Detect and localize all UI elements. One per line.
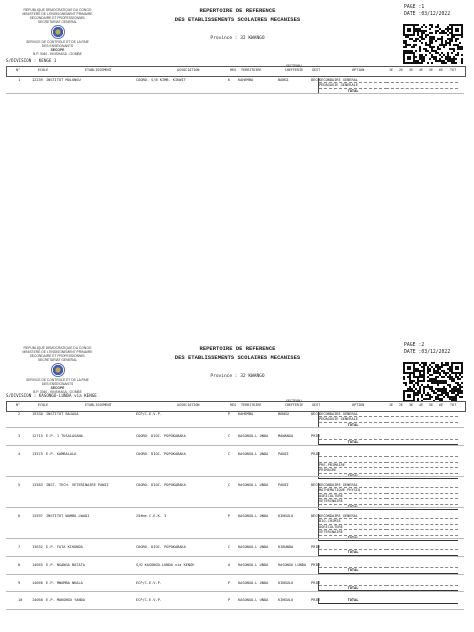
report-title-line-1: REPERTOIRE DE REFERENCE: [199, 7, 276, 14]
sector: PANZI: [278, 452, 289, 456]
report-title: [150, 344, 325, 362]
class-grid: [386, 452, 458, 479]
col-secteur: SECTEUR/ CHEFFERIE: [284, 64, 304, 72]
territory: KASONGO-L UNDA: [238, 545, 269, 549]
option-item: SECONDAIRE GENERAL: [319, 514, 387, 519]
management-type: PRIM: [311, 580, 320, 585]
option-item: VETERINAIRE: [319, 499, 387, 504]
col-class: 6E: [439, 403, 444, 407]
report-title: [150, 6, 325, 24]
report-title-line-1: REPERTOIRE DE REFERENCE: [199, 345, 276, 352]
option-item: PEDAGOGIE GENERALE: [319, 417, 387, 422]
subdivision-label: S/DIVISION : KENGE 1: [6, 58, 57, 63]
page-number: PAGE :1: [404, 5, 425, 10]
regime: P: [228, 598, 231, 603]
row-separator: [6, 609, 464, 610]
class-grid-line: [386, 598, 458, 603]
report-title-line-2: DES ETABLISSEMENTS SCOLAIRES MECANISES: [174, 16, 301, 23]
ministry-line: REPUBLIQUE DEMOCRATIQUE DU CONGO: [23, 8, 92, 12]
regime: K: [228, 78, 231, 82]
table-row: [6, 434, 464, 443]
row-separator: [6, 93, 464, 94]
ministry-line: SERVICE DE CONTROLE ET DE LA PAIE: [26, 40, 89, 44]
row-separator: [6, 476, 464, 477]
col-gestion: GEST: [312, 403, 321, 407]
option-list: [318, 581, 387, 592]
coat-of-arms-icon: [51, 363, 65, 377]
province-label: Province : 32 KWANGO: [210, 374, 265, 379]
ministry-line: SECOPE: [50, 386, 65, 390]
report-page-2: [0, 338, 474, 632]
row-separator: [6, 427, 464, 428]
class-grid: [386, 78, 458, 94]
option-list: [318, 412, 387, 428]
association: COORD. DIOC. POPOKABAKA: [136, 452, 186, 456]
sector: BUNGU: [278, 412, 289, 416]
option-list: [318, 483, 387, 510]
management-type: DECO: [311, 483, 320, 487]
association: ECP/C.E.V.P.: [136, 598, 162, 603]
school-code: 12715: [32, 434, 43, 439]
school-code: 14055: [32, 562, 43, 567]
report-page-1: [0, 0, 474, 300]
class-grid: [386, 545, 458, 556]
option-total: TOTAL: [319, 586, 387, 591]
territory: KASONGO-L UNDA: [238, 562, 269, 567]
school-code: 14056: [32, 580, 43, 585]
row-separator: [6, 445, 464, 446]
col-class: 5E: [429, 403, 434, 407]
col-etablissement: ETABLISSEMENT: [85, 68, 112, 72]
management-type: PRIM: [311, 598, 320, 603]
col-association: ASSOCIATION: [177, 403, 200, 407]
option-item: PRE-PRIMAIRE: [319, 463, 387, 468]
ministry-line: SECONDAIRE ET PROFESSIONNEL: [29, 16, 86, 20]
sector: KINGULU: [278, 580, 294, 585]
sector: MAWANGA: [278, 434, 294, 439]
row-number: 7: [18, 545, 21, 549]
option-item: SECONDAIRE GENERAL: [319, 412, 387, 417]
territory: KASONGO-L UNDA: [238, 452, 269, 456]
association: COORD. DIOC. POPOKABAKA: [136, 483, 186, 487]
regime: P: [228, 412, 231, 416]
ministry-line: B.P. 3040 - KINSHASA - GOMBE: [33, 390, 82, 394]
option-list: [318, 78, 387, 94]
col-gestion: GEST: [312, 68, 321, 72]
table-header: [6, 401, 466, 412]
option-item: AGRICULTURE: [319, 494, 387, 499]
ministry-line: MINISTERE DE L'ENSEIGNEMENT PRIMAIRE: [22, 12, 93, 16]
school-code: 13597: [32, 514, 43, 518]
ministry-line: REPUBLIQUE DEMOCRATIQUE DU CONGO: [23, 346, 92, 350]
regime: P: [228, 514, 231, 518]
management-type: PRIM: [311, 545, 320, 549]
option-list: [318, 545, 387, 556]
option-total: TOTAL: [319, 440, 387, 445]
print-date: DATE :03/12/2022: [404, 12, 451, 17]
ministry-line: DES ENSEIGNANTS: [41, 382, 74, 386]
school-code: 13583: [32, 483, 43, 487]
report-title-line-2: DES ETABLISSEMENTS SCOLAIRES MECANISES: [174, 354, 301, 361]
school-name: E.P. 1 TUSALASANA: [46, 434, 83, 439]
class-grid: [386, 598, 458, 603]
col-class: 2E: [399, 403, 404, 407]
class-grid: [386, 581, 458, 592]
class-grid: [386, 434, 458, 445]
association: COORD. DIOC. POPOKABAKA: [136, 434, 186, 439]
option-item: PEDAGOGIE GENERALE: [319, 83, 387, 88]
col-class: 2E: [399, 68, 404, 72]
row-separator: [6, 556, 464, 557]
option-item: AGRICULTURE: [319, 525, 387, 530]
sector: KINGULU: [278, 598, 294, 603]
ministry-line: B.P. 3040 - KINSHASA - GOMBE: [33, 52, 82, 56]
association: 25ème C.E.K. 3: [136, 514, 167, 518]
col-etablissement: ETABLISSEMENT: [85, 403, 112, 407]
territory: KASONGO-L UNDA: [238, 434, 269, 439]
association: ECP/C.E.V.P.: [136, 412, 162, 416]
col-class: 1E: [389, 68, 394, 72]
option-item: PRIMAIRE: [319, 468, 387, 473]
row-separator: [6, 591, 464, 592]
col-class: 6E: [439, 68, 444, 72]
class-grid: [386, 514, 458, 541]
option-total: TOTAL: [319, 474, 387, 479]
row-number: 2: [18, 412, 21, 416]
table-row: [6, 563, 464, 572]
sector: PANZI: [278, 483, 289, 487]
col-territoire: TERRITOIRE: [241, 403, 262, 407]
col-option: OPTION: [352, 68, 365, 72]
col-secteur: SECTEUR/ CHEFFERIE: [284, 399, 304, 407]
col-option: OPTION: [352, 403, 365, 407]
col-territoire: TERRITOIRE: [241, 68, 262, 72]
row-number: 9: [18, 580, 21, 585]
association: S/D KASONGO-LUNDA via KENGE: [136, 562, 195, 567]
option-list: [318, 563, 387, 574]
option-total: TOTAL: [319, 423, 387, 428]
qr-code-icon: [403, 362, 463, 402]
regime: P: [228, 580, 231, 585]
school-code: 13632: [32, 545, 43, 549]
option-item: SECONDAIRE GENERAL: [319, 78, 387, 83]
table-row: [6, 452, 464, 478]
page-number-block: [404, 342, 450, 356]
ministry-header: [10, 346, 105, 394]
row-number: 10: [18, 598, 23, 603]
page-number: PAGE :2: [404, 343, 425, 348]
option-total: TOTAL: [319, 536, 387, 541]
col-class: 4E: [419, 403, 424, 407]
class-grid: [386, 412, 458, 428]
table-row: [6, 598, 464, 607]
table-row: [6, 483, 464, 509]
option-item: BIO-CHIMIE: [319, 519, 387, 524]
ministry-line: SECRETARIAT GENERAL: [37, 358, 78, 362]
school-name: INSTITUT BAJASA: [46, 412, 79, 416]
col-class: TOT: [450, 68, 457, 72]
association: COORD. S/B KIMB. KIKWIT: [136, 78, 186, 82]
ministry-line: SECOPE: [50, 48, 65, 52]
col-n: N°: [16, 403, 21, 407]
subdivision-label: S/DIVISION : KASONGO-LUNDA via KENGE: [6, 393, 97, 398]
territory: KAHEMBA: [238, 78, 254, 82]
col-class: TOT: [450, 403, 457, 407]
col-n: N°: [16, 68, 21, 72]
option-list: [318, 452, 387, 479]
management-type: PRIM: [311, 434, 320, 439]
ministry-line: SECRETARIAT GENERAL: [37, 20, 78, 24]
school-code: 19330: [32, 412, 43, 416]
option-total: TOTAL: [319, 505, 387, 510]
ministry-line: SERVICE DE CONTROLE ET DE LA PAIE: [26, 378, 89, 382]
sector: KASONGO LUNDA: [278, 562, 307, 567]
qr-code-icon: [403, 24, 463, 64]
col-class: 3E: [409, 403, 414, 407]
col-association: ASSOCIATION: [177, 68, 200, 72]
ministry-line: DES ENSEIGNANTS: [41, 44, 74, 48]
class-grid: [386, 563, 458, 574]
school-name: E.P. MAKONGO YANDA: [46, 598, 85, 603]
option-item: MATHEMATIQUE PHYSIQ: [319, 488, 387, 493]
row-number: 3: [18, 434, 21, 439]
option-list: [318, 598, 387, 603]
col-class: 4E: [419, 68, 424, 72]
management-type: DECO: [311, 514, 320, 518]
school-name: E.P. MWAMBA NKALA: [46, 580, 83, 585]
table-row: [6, 78, 464, 91]
page-number-block: [404, 4, 450, 18]
regime: C: [228, 452, 231, 456]
ministry-header: [10, 8, 105, 56]
province-label: Province : 32 KWANGO: [210, 36, 265, 41]
sector: BANGI: [278, 78, 289, 82]
row-separator: [6, 538, 464, 539]
regime: C: [228, 483, 231, 487]
col-regime: REG: [230, 403, 237, 407]
table-row: [6, 412, 464, 425]
school-name: INST. TECH. VETERINAIRE PANZI: [46, 483, 109, 487]
table-header: [6, 66, 466, 77]
territory: KASONGO-L UNDA: [238, 514, 269, 518]
association: ECP/C.E.V.P.: [136, 580, 162, 585]
sector: KINGULU: [278, 514, 294, 518]
row-number: 4: [18, 452, 21, 456]
ministry-line: MINISTERE DE L'ENSEIGNEMENT PRIMAIRE: [22, 350, 93, 354]
management-type: PRIM: [311, 452, 320, 456]
territory: KASONGO-L UNDA: [238, 580, 269, 585]
col-regime: REG: [230, 68, 237, 72]
option-item: SECONDAIRE GENERAL: [319, 483, 387, 488]
school-code: 14058: [32, 598, 43, 603]
print-date: DATE :03/12/2022: [404, 350, 451, 355]
territory: KASONGO-L UNDA: [238, 598, 269, 603]
option-total: TOTAL: [319, 550, 387, 555]
association: COORD. DIOC. POPOKABAKA: [136, 545, 186, 549]
row-number: 6: [18, 514, 21, 518]
row-separator: [6, 574, 464, 575]
row-number: 8: [18, 562, 21, 567]
option-list: [318, 514, 387, 541]
management-type: PRIM: [311, 562, 320, 567]
option-list: [318, 434, 387, 445]
management-type: DECO: [311, 412, 320, 416]
ministry-line: SECONDAIRE ET PROFESSIONNEL: [29, 354, 86, 358]
option-total: TOTAL: [319, 89, 387, 94]
territory: KAHEMBA: [238, 412, 254, 416]
school-code: 13575: [32, 452, 43, 456]
col-ecole: ECOLE: [38, 403, 49, 407]
table-row: [6, 545, 464, 554]
management-type: DECO: [311, 78, 320, 82]
school-name: E.P. FATA KIKUNDA: [46, 545, 83, 549]
option-total: TOTAL: [319, 598, 387, 603]
regime: C: [228, 545, 231, 549]
col-class: 5E: [429, 68, 434, 72]
school-name: INSTITUT MOLUNGU: [46, 78, 81, 82]
coat-of-arms-icon: [51, 25, 65, 39]
territory: KASONGO-L UNDA: [238, 483, 269, 487]
school-name: INSTITUT WAMBA LWADI: [46, 514, 90, 518]
regime: C: [228, 434, 231, 439]
table-row: [6, 581, 464, 590]
sector: KIBUNDA: [278, 545, 294, 549]
class-grid: [386, 483, 458, 510]
option-total: TOTAL: [319, 568, 387, 573]
school-code: 12239: [32, 78, 43, 82]
option-item: VETERINAIRE: [319, 530, 387, 535]
col-class: 3E: [409, 68, 414, 72]
col-ecole: ECOLE: [38, 68, 49, 72]
row-number: 5: [18, 483, 21, 487]
row-separator: [6, 507, 464, 508]
regime: U: [228, 562, 231, 567]
school-name: E.P. KAMBALALA: [46, 452, 77, 456]
table-row: [6, 514, 464, 540]
school-name: E.P. NGANGA BATATA: [46, 562, 85, 567]
col-class: 1E: [389, 403, 394, 407]
row-number: 1: [18, 78, 21, 82]
